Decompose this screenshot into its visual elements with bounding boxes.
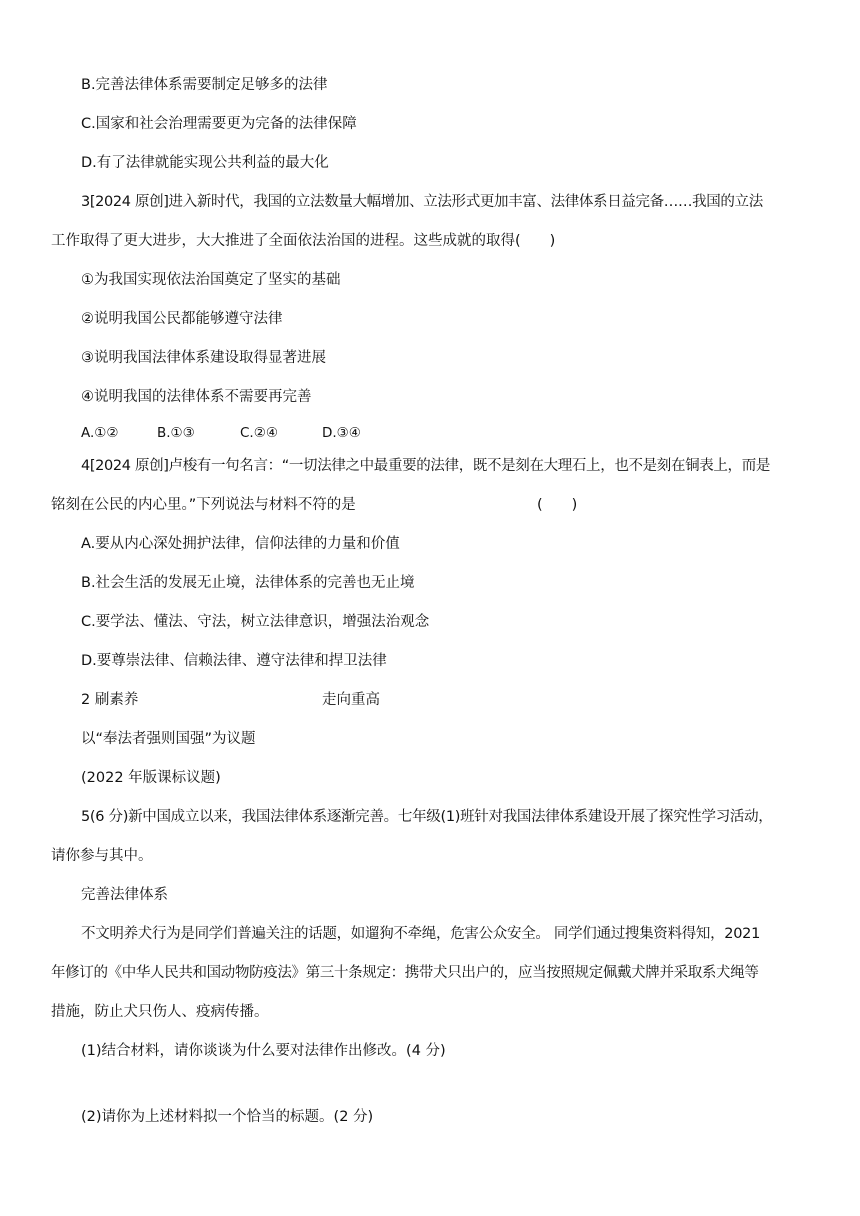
section-label: 2 刷素养 xyxy=(81,692,139,708)
q2-option-b: B.完善法律体系需要制定足够多的法律 xyxy=(81,77,328,93)
q3-choices xyxy=(81,423,361,443)
q3-choice-a: A.①② xyxy=(81,425,119,441)
q3-stem-line1: 3[2024 原创]进入新时代，我国的立法数量大幅增加、立法形式更加丰富、法律体系日益完备……我国的立法 xyxy=(81,194,763,210)
q2-option-c: C.国家和社会治理需要更为完备的法律保障 xyxy=(81,116,357,132)
q3-choice-d: D.③④ xyxy=(322,425,361,441)
q5-subquestion-1: (1)结合材料，请你谈谈为什么要对法律作出修改。(4 分) xyxy=(81,1043,446,1059)
section-subtitle: 走向重高 xyxy=(322,692,380,708)
q4-answer-bracket: ( ) xyxy=(537,497,578,513)
q5-material-line2: 年修订的《中华人民共和国动物防疫法》第三十条规定：携带犬只出户的，应当按照规定佩戴犬牌并采取系犬绳等 xyxy=(51,965,759,981)
q5-subquestion-2: (2)请你为上述材料拟一个恰当的标题。(2 分) xyxy=(81,1109,374,1125)
q4-stem-line2: 铭刻在公民的内心里。”下列说法与材料不符的是 xyxy=(51,497,356,513)
q3-choice-c: C.②④ xyxy=(240,425,278,441)
q3-item-1: ①为我国实现依法治国奠定了坚实的基础 xyxy=(81,272,341,288)
q5-stem-line1: 5(6 分)新中国成立以来，我国法律体系逐渐完善。七年级(1)班针对我国法律体系建设开展了探究性学习活动， xyxy=(81,809,773,825)
q3-stem-line2: 工作取得了更大进步，大大推进了全面依法治国的进程。这些成就的取得( ) xyxy=(51,233,556,249)
q4-stem-line1: 4[2024 原创]卢梭有一句名言：“一切法律之中最重要的法律，既不是刻在大理石上，也不是刻在铜表上，而是 xyxy=(81,458,771,474)
q3-item-4: ④说明我国的法律体系不需要再完善 xyxy=(81,389,312,405)
q3-choice-b: B.①③ xyxy=(157,425,195,441)
q5-material-line1: 不文明养犬行为是同学们普遍关注的话题，如遛狗不牵绳，危害公众安全。 同学们通过搜集资料得知，2021 xyxy=(81,926,761,942)
q4-option-d: D.要尊崇法律、信赖法律、遵守法律和捍卫法律 xyxy=(81,653,387,669)
section-topic-source: (2022 年版课标议题) xyxy=(81,770,221,786)
q4-option-b: B.社会生活的发展无止境，法律体系的完善也无止境 xyxy=(81,575,415,591)
q3-item-2: ②说明我国公民都能够遵守法律 xyxy=(81,311,283,327)
q4-option-a: A.要从内心深处拥护法律，信仰法律的力量和价值 xyxy=(81,536,400,552)
q5-stem-line2: 请你参与其中。 xyxy=(51,848,153,864)
q5-material-line3: 措施，防止犬只伤人、疫病传播。 xyxy=(51,1004,269,1020)
q3-item-3: ③说明我国法律体系建设取得显著进展 xyxy=(81,350,326,366)
section-topic: 以“奉法者强则国强”为议题 xyxy=(81,731,256,747)
q2-option-d: D.有了法律就能实现公共利益的最大化 xyxy=(81,155,329,171)
q5-heading: 完善法律体系 xyxy=(81,887,168,903)
q4-option-c: C.要学法、懂法、守法，树立法律意识，增强法治观念 xyxy=(81,614,430,630)
